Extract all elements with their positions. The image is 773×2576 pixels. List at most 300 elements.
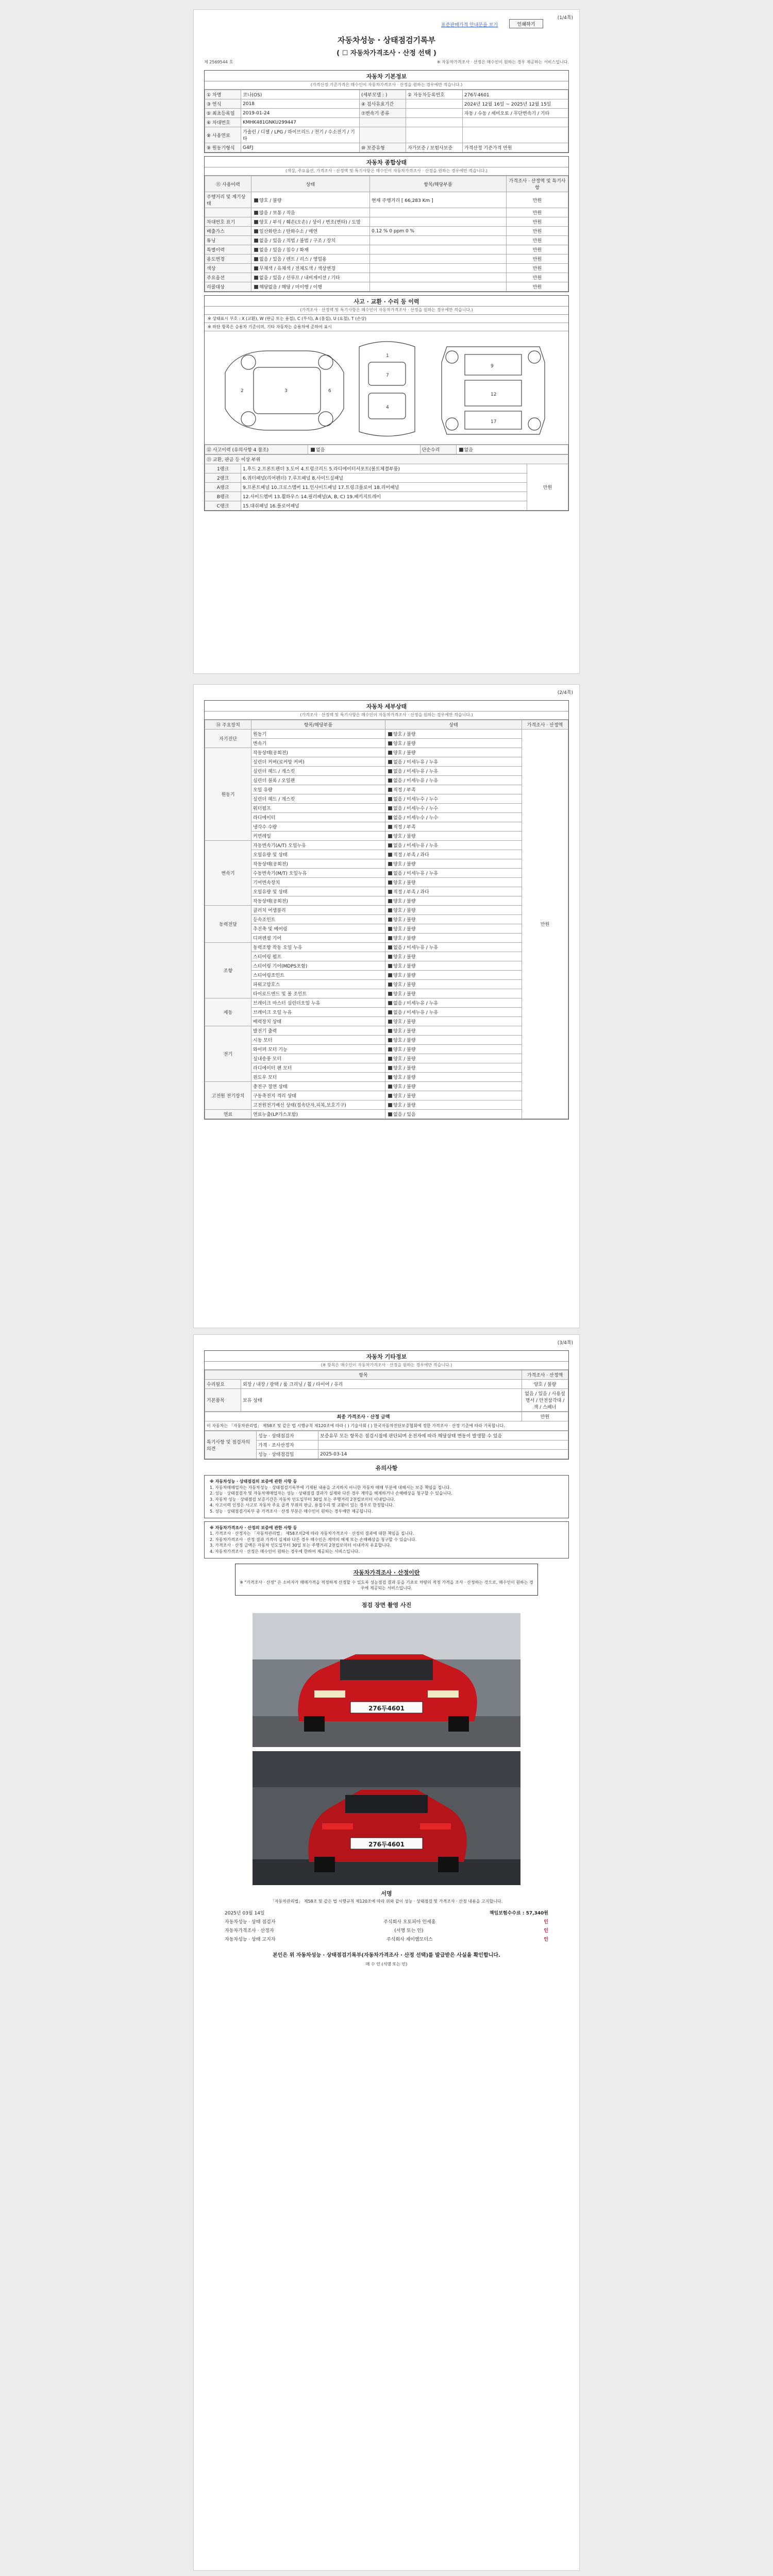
appraiser-label: 가격 · 조사산정자 bbox=[257, 1440, 318, 1450]
sign-title: 서명 bbox=[381, 1890, 392, 1897]
basic-label-3 bbox=[406, 99, 463, 109]
price-warranty-title: ※ 자동차가격조사 · 산정의 보증에 관한 사항 등 bbox=[210, 1525, 297, 1530]
detail-row bbox=[205, 822, 568, 832]
state-checkbox[interactable] bbox=[254, 285, 258, 289]
basic-items-label: 기본품목 bbox=[205, 1389, 241, 1412]
basic-label-2 bbox=[360, 127, 406, 143]
detail-item: 실린더 커버(로커암 커버) bbox=[251, 757, 385, 767]
accident-legend: ※ 상태표시 부호 : X (교환), W (판금 또는 용접), C (부식), A (흠집), U (요철), T (손상) bbox=[205, 315, 568, 323]
basic-value: G4FJ bbox=[241, 143, 360, 152]
detail-state: 양호 / 불량 bbox=[393, 955, 416, 960]
svg-text:1: 1 bbox=[386, 353, 389, 359]
svg-text:4: 4 bbox=[386, 405, 389, 410]
warranty-line: 2. 성능 · 상태점검자 및 자동차매매업자는 성능 · 상태점검 결과가 실제와 다른 경우 계약을 해제하거나 손해배상을 청구할 수 있습니다. bbox=[210, 1491, 452, 1496]
basic-label-2 bbox=[360, 118, 406, 127]
detail-state: 양호 / 불량 bbox=[393, 880, 416, 886]
price-notice-text: ※ "가격조사 · 산정" 은 소비자가 매매가격을 적정하게 산정할 수 있도록 성능점검 결과 등을 기초로 차량의 적정 가격을 조사 · 산정하는 것으로, 매수인이 원하는 경우에 제공되는 서비스입니다. bbox=[240, 1580, 533, 1590]
basic-value-3 bbox=[462, 127, 568, 143]
basic-label: ① 차명 bbox=[205, 90, 241, 99]
rank-2-items: 6.쿼터패널(리어펜더) 7.루프패널 8.사이드실패널 bbox=[241, 473, 527, 483]
state-row bbox=[205, 282, 568, 292]
state-options: 무채색 / 유채색 / 전체도색 / 색상변경 bbox=[259, 266, 335, 272]
svg-text:3: 3 bbox=[284, 388, 288, 394]
state-price: 만원 bbox=[507, 192, 568, 208]
detail-state: 양호 / 불량 bbox=[393, 1057, 416, 1062]
basic-value: 2018 bbox=[241, 99, 360, 109]
detail-state: 없음 / 미세누유 / 누유 bbox=[393, 843, 439, 849]
detail-checkbox[interactable] bbox=[388, 769, 392, 773]
appraiser-opinion bbox=[318, 1440, 568, 1450]
price-warranty-line: 2. 자동차가격조사 · 산정 결과 가격이 실제와 다른 경우 매수인은 계약의 해제 또는 손해배상을 청구할 수 있습니다. bbox=[210, 1537, 417, 1542]
detail-checkbox[interactable] bbox=[388, 853, 392, 857]
detail-item: 스티어링 기어(MDPS포함) bbox=[251, 961, 385, 971]
detail-row bbox=[205, 989, 568, 998]
state-row bbox=[205, 245, 568, 255]
detail-checkbox[interactable] bbox=[388, 825, 392, 829]
state-item bbox=[370, 282, 507, 292]
state-checkbox[interactable] bbox=[254, 211, 258, 215]
basic-label-2: ④ 검사유효기간 bbox=[360, 99, 406, 109]
detail-item: 오일유량 및 상태 bbox=[251, 887, 385, 896]
simple-repair-value: 없음 bbox=[464, 448, 473, 453]
exchange-price: 만원 bbox=[527, 464, 568, 511]
price-notice-box bbox=[235, 1564, 538, 1596]
basic-label: ⑤ 최초등록일 bbox=[205, 109, 241, 118]
state-item bbox=[370, 208, 507, 217]
final-price-text: 이 자동차는 「자동차관리법」 제58조 및 같은 법 시행규칙 제120조에 따라 ( ) 기술사회 ( ) 한국자동차진단보증협회에 정한 가격조사 · 산정 기준에 따라 기록합니다. bbox=[205, 1421, 568, 1431]
state-name: 주행거리 및 계기상태 bbox=[205, 192, 251, 208]
state-options: 없음 / 있음 / 적법 / 불법 / 구조 / 장치 bbox=[259, 239, 336, 244]
detail-item: 추진축 및 베어링 bbox=[251, 924, 385, 934]
state-options: 일산화탄소 / 탄화수소 / 매연 bbox=[259, 229, 318, 234]
detail-checkbox[interactable] bbox=[388, 778, 392, 783]
state-row bbox=[205, 264, 568, 273]
record-page-1 bbox=[193, 9, 580, 674]
photo-title: 점검 장면 촬영 사진 bbox=[361, 1601, 412, 1608]
detail-item: 라디에이터 bbox=[251, 813, 385, 822]
state-item bbox=[370, 264, 507, 273]
warranty-notice-box bbox=[204, 1475, 569, 1518]
detail-checkbox[interactable] bbox=[388, 871, 392, 875]
state-options: 없음 / 있음 / 침수 / 화재 bbox=[259, 248, 309, 253]
state-checkbox[interactable] bbox=[254, 248, 258, 252]
state-item bbox=[370, 273, 507, 282]
detail-checkbox[interactable] bbox=[388, 918, 392, 922]
warnings-header: 유의사항 bbox=[375, 1465, 398, 1471]
basic-info-header: 자동차 기본정보 bbox=[205, 71, 568, 81]
detail-checkbox[interactable] bbox=[388, 890, 392, 894]
detail-item: 워터펌프 bbox=[251, 804, 385, 813]
detail-row bbox=[205, 785, 568, 794]
detail-row bbox=[205, 1017, 568, 1026]
detail-item: 변속기 bbox=[251, 739, 385, 748]
detail-item: 라디에이터 팬 모터 bbox=[251, 1063, 385, 1073]
basic-label-2: ⑩ 보증유형 bbox=[360, 143, 406, 152]
detail-checkbox[interactable] bbox=[388, 1001, 392, 1005]
state-checkbox[interactable] bbox=[254, 198, 258, 202]
detail-checkbox[interactable] bbox=[388, 1057, 392, 1061]
state-name: 배출가스 bbox=[205, 227, 251, 236]
detail-checkbox[interactable] bbox=[388, 788, 392, 792]
detail-state: 적정 / 부족 / 과다 bbox=[393, 853, 429, 858]
record-page-2 bbox=[193, 684, 580, 1328]
accident-header: 사고 · 교환 · 수리 등 이력 bbox=[205, 296, 568, 307]
svg-text:12: 12 bbox=[491, 392, 497, 397]
detail-state: 없음 / 미세누수 / 누수 bbox=[393, 806, 439, 811]
detail-checkbox[interactable] bbox=[388, 927, 392, 931]
detail-checkbox[interactable] bbox=[388, 834, 392, 838]
accident-history-label: ⑫ 사고이력 (유의사항 4 참조) bbox=[205, 445, 308, 454]
detail-state: 양호 / 불량 bbox=[393, 908, 416, 913]
detail-state: 양호 / 불량 bbox=[393, 1029, 416, 1034]
inspect-date-label: 성능 · 상태점검일 bbox=[257, 1450, 318, 1459]
state-name: 차대번호 표기 bbox=[205, 217, 251, 227]
state-options: 양호 / 부식 / 훼손(오손) / 상이 / 변조(변타) / 도말 bbox=[259, 220, 361, 225]
detail-state: 없음 / 미세누유 / 누유 bbox=[393, 760, 439, 765]
detail-row bbox=[205, 767, 568, 776]
detail-state: 양호 / 불량 bbox=[393, 732, 416, 737]
detail-checkbox[interactable] bbox=[388, 843, 392, 848]
detail-item: 구동축전지 격리 상태 bbox=[251, 1091, 385, 1100]
rank-b-label: B랭크 bbox=[205, 492, 241, 501]
detail-checkbox[interactable] bbox=[388, 816, 392, 820]
detail-checkbox[interactable] bbox=[388, 862, 392, 866]
detail-item: 시동 모터 bbox=[251, 1036, 385, 1045]
price-warranty-line: 1. 가격조사 · 산정자는 「자동차관리법」 제58조의2에 따라 자동차가격조사 · 산정의 결과에 대한 책임을 집니다. bbox=[210, 1531, 414, 1536]
detail-checkbox[interactable] bbox=[388, 760, 392, 764]
final-price-unit: 만원 bbox=[522, 1412, 568, 1421]
detail-checkbox[interactable] bbox=[388, 1084, 392, 1089]
detail-item: 클러치 어셈블리 bbox=[251, 906, 385, 915]
state-checkbox[interactable] bbox=[254, 257, 258, 261]
svg-text:2: 2 bbox=[241, 388, 244, 394]
detail-row bbox=[205, 1091, 568, 1100]
signer-name: 주식회사 오토피아 인세홍 bbox=[383, 1919, 436, 1925]
print-button[interactable]: 인쇄하기 bbox=[509, 19, 543, 28]
detail-state-table bbox=[205, 720, 568, 1119]
detail-checkbox[interactable] bbox=[388, 1112, 392, 1116]
basic-label-3: 자가보증 / 보험사보증 bbox=[406, 143, 463, 152]
rank-1-label: 1랭크 bbox=[205, 464, 241, 473]
price-notice-title: 자동차가격조사 · 산정이란 bbox=[353, 1569, 420, 1576]
basic-label-3: ② 자동차등록번호 bbox=[406, 90, 463, 99]
rank-c-label: C랭크 bbox=[205, 501, 241, 511]
basic-label-3 bbox=[406, 118, 463, 127]
state-options: 없음 / 있음 / 선루프 / 내비게이션 / 기타 bbox=[259, 276, 340, 281]
detail-checkbox[interactable] bbox=[388, 1075, 392, 1079]
final-price-table bbox=[205, 1412, 568, 1431]
state-price: 만원 bbox=[507, 227, 568, 236]
detail-group: 동력전달 bbox=[205, 906, 251, 943]
basic-info-table bbox=[205, 90, 568, 152]
state-name: 리콜대상 bbox=[205, 282, 251, 292]
detail-row bbox=[205, 1026, 568, 1036]
price-warranty-line: 4. 자동차가격조사 · 산정은 매수인이 원하는 경우에 한하여 제공되는 서비스입니다. bbox=[210, 1549, 360, 1554]
repair-needed-state: 양호 / 불량 bbox=[522, 1380, 568, 1389]
detail-row bbox=[205, 934, 568, 943]
state-checkbox[interactable] bbox=[254, 239, 258, 243]
basic-items-state: 보유 상태 bbox=[241, 1389, 522, 1412]
detail-state: 양호 / 불량 bbox=[393, 1084, 416, 1090]
detail-checkbox[interactable] bbox=[388, 1047, 392, 1052]
detail-state: 적정 / 부족 / 과다 bbox=[393, 890, 429, 895]
detail-row bbox=[205, 1054, 568, 1063]
detail-item: 고전원전기배선 상태(접속단자,피복,보호기구) bbox=[251, 1100, 385, 1110]
rank-2-label: 2랭크 bbox=[205, 473, 241, 483]
state-item bbox=[370, 255, 507, 264]
signer-row bbox=[225, 1918, 548, 1925]
detail-checkbox[interactable] bbox=[388, 797, 392, 801]
accident-history-table bbox=[205, 445, 568, 454]
other-col-2: 가격조사 · 산정액 bbox=[522, 1370, 568, 1380]
detail-checkbox[interactable] bbox=[388, 1020, 392, 1024]
signer-role: 자동차가격조사 · 산정자 bbox=[225, 1928, 274, 1934]
detail-checkbox[interactable] bbox=[388, 982, 392, 987]
detail-state: 양호 / 불량 bbox=[393, 1038, 416, 1043]
detail-checkbox[interactable] bbox=[388, 908, 392, 912]
detail-checkbox[interactable] bbox=[388, 751, 392, 755]
detail-state: 없음 / 미세누유 / 누유 bbox=[393, 945, 439, 951]
detail-checkbox[interactable] bbox=[388, 1029, 392, 1033]
detail-col-2: 상태 bbox=[385, 720, 522, 730]
basic-label: ③ 연식 bbox=[205, 99, 241, 109]
detail-group: 고전원 전기장치 bbox=[205, 1082, 251, 1110]
signer-role: 자동차성능 · 상태 점검자 bbox=[225, 1919, 276, 1925]
signers-list bbox=[194, 1918, 579, 1942]
basic-row bbox=[205, 118, 568, 127]
detail-checkbox[interactable] bbox=[388, 964, 392, 968]
basic-value-3: 276두4601 bbox=[462, 90, 568, 99]
detail-item: 스티어링 펌프 bbox=[251, 952, 385, 961]
detail-checkbox[interactable] bbox=[388, 1038, 392, 1042]
detail-state: 없음 / 미세누유 / 누유 bbox=[393, 769, 439, 774]
detail-row bbox=[205, 776, 568, 785]
price-guide-link[interactable]: 표준판매가격 안내문을 보기 bbox=[441, 23, 498, 28]
exchange-table bbox=[205, 454, 568, 511]
detail-checkbox[interactable] bbox=[388, 732, 392, 736]
detail-group: 전기 bbox=[205, 1026, 251, 1082]
detail-row bbox=[205, 739, 568, 748]
detail-item: 디퍼렌셜 기어 bbox=[251, 934, 385, 943]
state-item: 0.12 % 0 ppm 0 % bbox=[370, 227, 507, 236]
overall-state-sub: (색상, 주요옵션, 가격조사 · 산정액 및 특기사항은 매수인이 자동차가격조사 · 산정을 원하는 경우에만 적습니다.) bbox=[205, 167, 568, 176]
detail-row bbox=[205, 980, 568, 989]
basic-info-sub: (가격산정 기준가격은 매수인이 자동차가격조사 · 산정을 원하는 경우에만 적습니다.) bbox=[205, 81, 568, 90]
state-row bbox=[205, 192, 568, 208]
warranty-line: 3. 자동차 성능 · 상태점검 보증기간은 자동차 인도일부터 30일 또는 주행거리 2천킬로미터 이내입니다. bbox=[210, 1497, 395, 1502]
detail-checkbox[interactable] bbox=[388, 1066, 392, 1070]
detail-state: 없음 / 있음 bbox=[393, 1112, 416, 1117]
detail-item: 연료누출(LP가스포함) bbox=[251, 1110, 385, 1119]
final-confirmation: 본인은 위 자동차성능 · 상태점검기록부(자동차가격조사 · 산정 선택)를 발급받은 사실을 확인합니다. bbox=[273, 1952, 500, 1958]
detail-checkbox[interactable] bbox=[388, 945, 392, 950]
basic-value-3: 자동 / 수동 / 세미오토 / 무단변속기 / 기타 bbox=[462, 109, 568, 118]
state-checkbox[interactable] bbox=[254, 220, 258, 224]
inspection-photo-rear bbox=[253, 1751, 520, 1885]
signer-row bbox=[225, 1936, 548, 1942]
overall-state-table bbox=[205, 176, 568, 292]
state-name: 특별이력 bbox=[205, 245, 251, 255]
detail-state: 양호 / 불량 bbox=[393, 927, 416, 932]
detail-col-0: ⑭ 주요장치 bbox=[205, 720, 251, 730]
basic-value-3: 2024년 12월 16일 ~ 2025년 12월 15일 bbox=[462, 99, 568, 109]
detail-row bbox=[205, 1073, 568, 1082]
detail-state: 없음 / 미세누유 / 누유 bbox=[393, 778, 439, 784]
detail-item: 실린더 헤드 / 개스킷 bbox=[251, 794, 385, 804]
detail-col-1: 항목/해당부품 bbox=[251, 720, 385, 730]
basic-label-2: (세부모델 : ) bbox=[360, 90, 406, 99]
signer-seal: 인 bbox=[544, 1937, 548, 1942]
plate-text-front: 276두4601 bbox=[368, 1704, 405, 1712]
state-item bbox=[370, 245, 507, 255]
repair-needed-label: 수리필요 bbox=[205, 1380, 241, 1389]
detail-row bbox=[205, 915, 568, 924]
basic-label: ⑧ 사용연료 bbox=[205, 127, 241, 143]
detail-checkbox[interactable] bbox=[388, 880, 392, 885]
detail-item: 발전기 출력 bbox=[251, 1026, 385, 1036]
detail-checkbox[interactable] bbox=[388, 955, 392, 959]
basic-row bbox=[205, 90, 568, 99]
state-price: 만원 bbox=[507, 282, 568, 292]
detail-price: 만원 bbox=[522, 730, 568, 1119]
svg-text:17: 17 bbox=[491, 419, 497, 425]
detail-row bbox=[205, 952, 568, 961]
detail-item: 오일 유량 bbox=[251, 785, 385, 794]
detail-row bbox=[205, 850, 568, 859]
detail-row bbox=[205, 794, 568, 804]
detail-row bbox=[205, 971, 568, 980]
state-col-3: 가격조사 · 산정액 및 특기사항 bbox=[507, 176, 568, 192]
detail-state: 없음 / 미세누유 / 누유 bbox=[393, 1001, 439, 1006]
basic-label-2: ⑦변속기 종류 bbox=[360, 109, 406, 118]
state-name: 용도변경 bbox=[205, 255, 251, 264]
state-checkbox[interactable] bbox=[254, 276, 258, 280]
detail-state: 양호 / 불량 bbox=[393, 992, 416, 997]
state-row bbox=[205, 273, 568, 282]
detail-row bbox=[205, 906, 568, 915]
price-warranty-box bbox=[204, 1521, 569, 1558]
state-checkbox[interactable] bbox=[254, 229, 258, 233]
state-row bbox=[205, 227, 568, 236]
detail-row bbox=[205, 998, 568, 1008]
overall-state-header: 자동차 종합상태 bbox=[205, 157, 568, 167]
detail-state: 양호 / 불량 bbox=[393, 1075, 416, 1080]
detail-item: 작동상태(공회전) bbox=[251, 748, 385, 757]
state-checkbox[interactable] bbox=[254, 266, 258, 270]
sign-text: 「자동차관리법」 제58조 및 같은 법 시행규칙 제120조에 따라 위와 같이 성능 · 상태점검 및 가격조사 · 산정 내용을 고지합니다. bbox=[270, 1899, 503, 1904]
detail-row bbox=[205, 896, 568, 906]
detail-item: 브레이크 마스터 실린더오일 누유 bbox=[251, 998, 385, 1008]
state-item: 현재 주행거리 [ 66,283 Km ] bbox=[370, 192, 507, 208]
detail-checkbox[interactable] bbox=[388, 806, 392, 810]
detail-state: 양호 / 불량 bbox=[393, 1094, 416, 1099]
detail-row bbox=[205, 1036, 568, 1045]
detail-checkbox[interactable] bbox=[388, 973, 392, 977]
detail-row bbox=[205, 757, 568, 767]
detail-state: 양호 / 불량 bbox=[393, 918, 416, 923]
detail-state: 양호 / 불량 bbox=[393, 1047, 416, 1053]
detail-row bbox=[205, 1063, 568, 1073]
final-price-header: 최종 가격조사 · 산정 금액 bbox=[205, 1412, 522, 1421]
detail-item: 실내송풍 모터 bbox=[251, 1054, 385, 1063]
rank-a-items: 9.프론트패널 10.크로스멤버 11.인사이드패널 17.트렁크플로어 18.리어패널 bbox=[241, 483, 527, 492]
detail-row bbox=[205, 859, 568, 869]
detail-state-section bbox=[204, 700, 569, 1120]
detail-item: 냉각수 수량 bbox=[251, 822, 385, 832]
detail-state: 없음 / 미세누유 / 누유 bbox=[393, 871, 439, 876]
price-warranty-line: 3. 가격조사 · 산정 금액은 자동차 인도일부터 30일 또는 주행거리 2천킬로미터 이내까지 유효합니다. bbox=[210, 1543, 392, 1548]
detail-checkbox[interactable] bbox=[388, 936, 392, 940]
document-subtitle: ( ☐ 자동차가격조사 · 산정 선택 ) bbox=[337, 49, 436, 57]
detail-state: 없음 / 미세누유 / 누유 bbox=[393, 1010, 439, 1015]
detail-checkbox[interactable] bbox=[388, 992, 392, 996]
detail-item: 스티어링조인트 bbox=[251, 971, 385, 980]
detail-row bbox=[205, 943, 568, 952]
detail-state: 없음 / 미세누수 / 누수 bbox=[393, 816, 439, 821]
detail-checkbox[interactable] bbox=[388, 1010, 392, 1014]
detail-row bbox=[205, 887, 568, 896]
detail-item: 파워고압호스 bbox=[251, 980, 385, 989]
basic-value-3 bbox=[462, 118, 568, 127]
state-price: 만원 bbox=[507, 217, 568, 227]
detail-checkbox[interactable] bbox=[388, 1103, 392, 1107]
detail-item: 등속조인트 bbox=[251, 915, 385, 924]
accident-legend-2: ※ 하단 항목은 승용차 기준이며, 기타 자동차는 승용차에 준하여 표시 bbox=[205, 323, 568, 331]
insurance-fee: 책임보험수수료 : 57,340원 bbox=[489, 1910, 548, 1916]
detail-group: 변속기 bbox=[205, 841, 251, 906]
detail-checkbox[interactable] bbox=[388, 1094, 392, 1098]
accident-section bbox=[204, 295, 569, 511]
inspection-photo-front bbox=[253, 1613, 520, 1747]
detail-item: 실린더 헤드 / 개스킷 bbox=[251, 767, 385, 776]
signer-name: 주식회사 제이엠모터스 bbox=[386, 1937, 433, 1942]
state-price: 만원 bbox=[507, 245, 568, 255]
rank-1-items: 1.후드 2.프론트펜더 3.도어 4.트렁크리드 5.라디에이터서포트(볼트체결부품) bbox=[241, 464, 527, 473]
record-page-3 bbox=[193, 1334, 580, 2571]
detail-row bbox=[205, 1045, 568, 1054]
basic-label-3 bbox=[406, 109, 463, 118]
basic-label: ⑥ 차대번호 bbox=[205, 118, 241, 127]
overall-state-section bbox=[204, 156, 569, 292]
detail-state: 양호 / 불량 bbox=[393, 1066, 416, 1071]
detail-col-3: 가격조사 · 산정액 bbox=[522, 720, 568, 730]
detail-row bbox=[205, 841, 568, 850]
state-col-1: 상태 bbox=[251, 176, 370, 192]
detail-row bbox=[205, 1110, 568, 1119]
page-number-3: (3/4쪽) bbox=[557, 1341, 573, 1346]
detail-checkbox[interactable] bbox=[388, 899, 392, 903]
basic-value: KMHK481GNKU299447 bbox=[241, 118, 360, 127]
simple-repair-label: 단순수리 bbox=[420, 445, 456, 454]
detail-item: 동력조향 작동 오일 누유 bbox=[251, 943, 385, 952]
detail-item: 충전구 절연 상태 bbox=[251, 1082, 385, 1091]
basic-items-list: 없음 / 있음 / 사용설명서 / 안전삼각대 / 잭 / 스패너 bbox=[522, 1389, 568, 1412]
detail-state: 양호 / 불량 bbox=[393, 1103, 416, 1108]
document-title: 자동차성능 · 상태점검기록부 bbox=[337, 36, 436, 45]
accident-none-checkbox[interactable] bbox=[311, 448, 315, 452]
state-options: 해당없음 / 해당 / 미이행 / 이행 bbox=[259, 285, 322, 290]
state-name bbox=[205, 208, 251, 217]
detail-checkbox[interactable] bbox=[388, 741, 392, 745]
basic-row bbox=[205, 127, 568, 143]
car-outline-svg bbox=[205, 331, 569, 445]
simple-none-checkbox[interactable] bbox=[459, 448, 463, 452]
basic-row bbox=[205, 99, 568, 109]
detail-item: 배력장치 상태 bbox=[251, 1017, 385, 1026]
other-info-header: 자동차 기타정보 bbox=[205, 1351, 568, 1362]
detail-group: 원동기 bbox=[205, 748, 251, 841]
detail-row bbox=[205, 748, 568, 757]
